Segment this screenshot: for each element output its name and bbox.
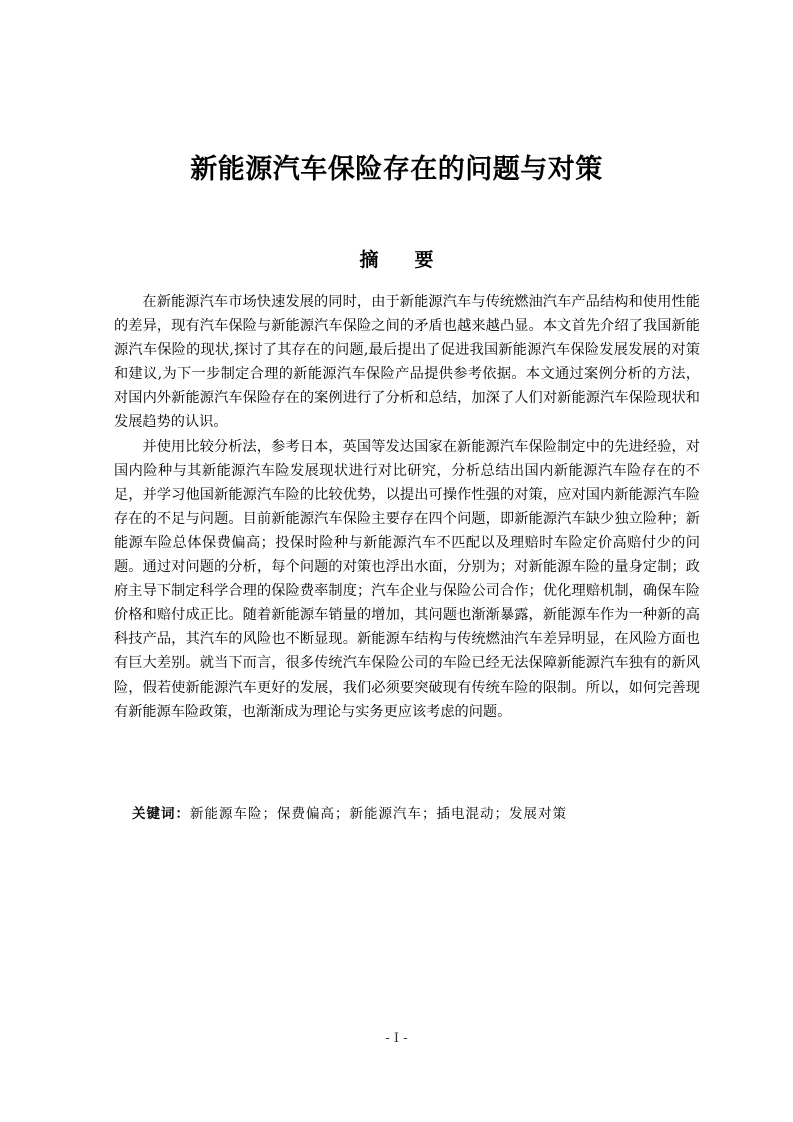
keywords-label: 关键词： bbox=[132, 806, 190, 822]
abstract-heading: 摘要 bbox=[359, 249, 470, 271]
page-number: - I - bbox=[385, 1031, 408, 1046]
abstract-paragraph-1: 在新能源汽车市场快速发展的同时，由于新能源汽车与传统燃油汽车产品结构和使用性能的差异，现有汽车保险与新能源汽车保险之间的矛盾也越来越凸显。本文首先介绍了我国新能源汽车保险的现状,探讨了其存在的问题,最后提出了促进我国新能源汽车保险发展发展的对策和建议,为下一步制定合理的新能源汽车保险产品提供参考依据。本文通过案例分析的方法，对国内外新能源汽车保险存在的案例进行了分析和总结，加深了人们对新能源汽车保险现状和发展趋势的认识。 bbox=[114, 294, 700, 431]
abstract-body bbox=[114, 290, 700, 724]
abstract-paragraph-2: 并使用比较分析法，参考日本，英国等发达国家在新能源汽车保险制定中的先进经验，对国内险种与其新能源汽车险发展现状进行对比研究，分析总结出国内新能源汽车险存在的不足，并学习他国新能源汽车险的比较优势，以提出可操作性强的对策，应对国内新能源汽车险存在的不足与问题。目前新能源汽车保险主要存在四个问题，即新能源汽车缺少独立险种；新能源车险总体保费偏高；投保时险种与新能源汽车不匹配以及理赔时车险定价高赔付少的问题。通过对问题的分析，每个问题的对策也浮出水面，分别为；对新能源车险的量身定制；政府主导下制定科学合理的保险费率制度；汽车企业与保险公司合作；优化理赔机制，确保车险价格和赔付成正比。随着新能源车销量的增加，其问题也渐渐暴露，新能源车作为一种新的高科技产品，其汽车的风险也不断显现。新能源车结构与传统燃油汽车差异明显，在风险方面也有巨大差别。就当下而言，很多传统汽车保险公司的车险已经无法保障新能源汽车独有的新风险，假若使新能源汽车更好的发展，我们必须要突破现有传统车险的限制。所以，如何完善现有新能源车险政策，也渐渐成为理论与实务更应该考虑的问题。 bbox=[114, 438, 700, 720]
document-title: 新能源汽车保险存在的问题与对策 bbox=[190, 154, 603, 185]
keywords-text: 新能源车险；保费偏高；新能源汽车；插电混动；发展对策 bbox=[190, 806, 567, 822]
keywords-line bbox=[132, 802, 712, 826]
